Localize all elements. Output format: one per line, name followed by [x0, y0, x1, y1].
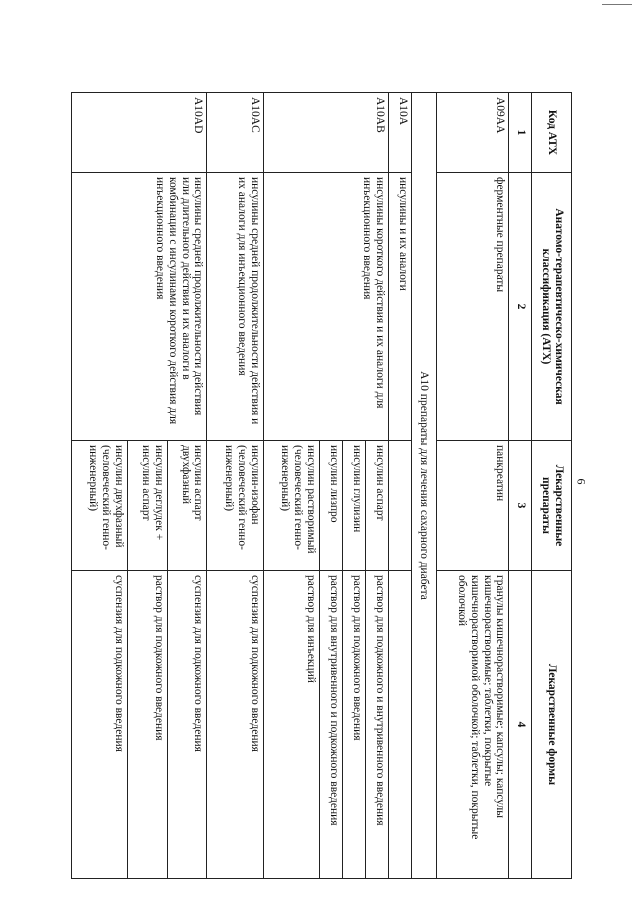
header-row [532, 93, 572, 879]
section-title: A10 препараты для лечения сахарного диабета [411, 93, 436, 879]
column-number-2: 2 [509, 173, 532, 441]
atc-code: A10A [388, 93, 411, 173]
drug-name: инсулин растворимый (человеческий генно-инженерный) [263, 441, 319, 571]
table-row-a09aa [436, 93, 509, 879]
atc-code: A10AB [263, 93, 388, 173]
dosage-forms [388, 571, 411, 879]
table-row-a10ac [207, 93, 263, 879]
dosage-forms: раствор для подкожного введения [342, 571, 365, 879]
dosage-forms: суспензия для подкожного введения [72, 571, 128, 879]
column-number-4: 4 [509, 571, 532, 879]
atc-code: A09AA [436, 93, 509, 173]
drug-name: инсулин аспарт [365, 441, 388, 571]
atc-class: ферментные препараты [436, 173, 509, 441]
atc-drug-table [71, 92, 572, 879]
drug-name: инсулин лизпро [319, 441, 342, 571]
drug-name: инсулин-изофан (человеческий генно-инженерный) [207, 441, 263, 571]
column-number-3: 3 [509, 441, 532, 571]
rotated-table-container [71, 92, 572, 878]
header-drugs: Лекарственные препараты [532, 441, 572, 571]
header-forms: Лекарственные формы [532, 571, 572, 879]
scan-mark [602, 4, 632, 5]
drug-name: инсулин двухфазный (человеческий генно-инженерный) [72, 441, 128, 571]
drug-name [388, 441, 411, 571]
atc-class: инсулины короткого действия и их аналоги для инъекционного введения [263, 173, 388, 441]
atc-class: инсулины средней продолжительности действия или длительного действия и их аналоги в комбинации с инсулинами короткого действия для инъекционного введения [72, 173, 207, 441]
table-row-a10a [388, 93, 411, 879]
atc-code: A10AC [207, 93, 263, 173]
drug-name: панкреатин [436, 441, 509, 571]
header-code: Код АТХ [532, 93, 572, 173]
dosage-forms: гранулы кишечнорастворимые; капсулы; капсулы кишечнорастворимые; таблетки, покрытые кишечнорастворимой оболочкой; таблетки, покрытые оболочкой [436, 571, 509, 879]
dosage-forms: суспензия для подкожного введения [167, 571, 207, 879]
page-number: 6 [574, 478, 589, 485]
atc-code: A10AD [72, 93, 207, 173]
table-row-a10ab [365, 93, 388, 879]
drug-name: инсулин аспарт двухфазный [167, 441, 207, 571]
table-row-a10ad [167, 93, 207, 879]
dosage-forms: раствор для внутривенного и подкожного введения [319, 571, 342, 879]
dosage-forms: раствор для подкожного введения [128, 571, 168, 879]
dosage-forms: суспензия для подкожного введения [207, 571, 263, 879]
drug-name: инсулин глулизин [342, 441, 365, 571]
atc-class: инсулины средней продолжительности действия и их аналоги для инъекционного введения [207, 173, 263, 441]
dosage-forms: раствор для инъекций [263, 571, 319, 879]
header-classification: Анатомо-терапевтическо-химическая классификация (АТХ) [532, 173, 572, 441]
column-number-row [509, 93, 532, 879]
atc-class: инсулины и их аналоги [388, 173, 411, 441]
dosage-forms: раствор для подкожного и внутривенного введения [365, 571, 388, 879]
column-number-1: 1 [509, 93, 532, 173]
section-row-a10 [411, 93, 436, 879]
drug-name: инсулин деглудек + инсулин аспарт [128, 441, 168, 571]
